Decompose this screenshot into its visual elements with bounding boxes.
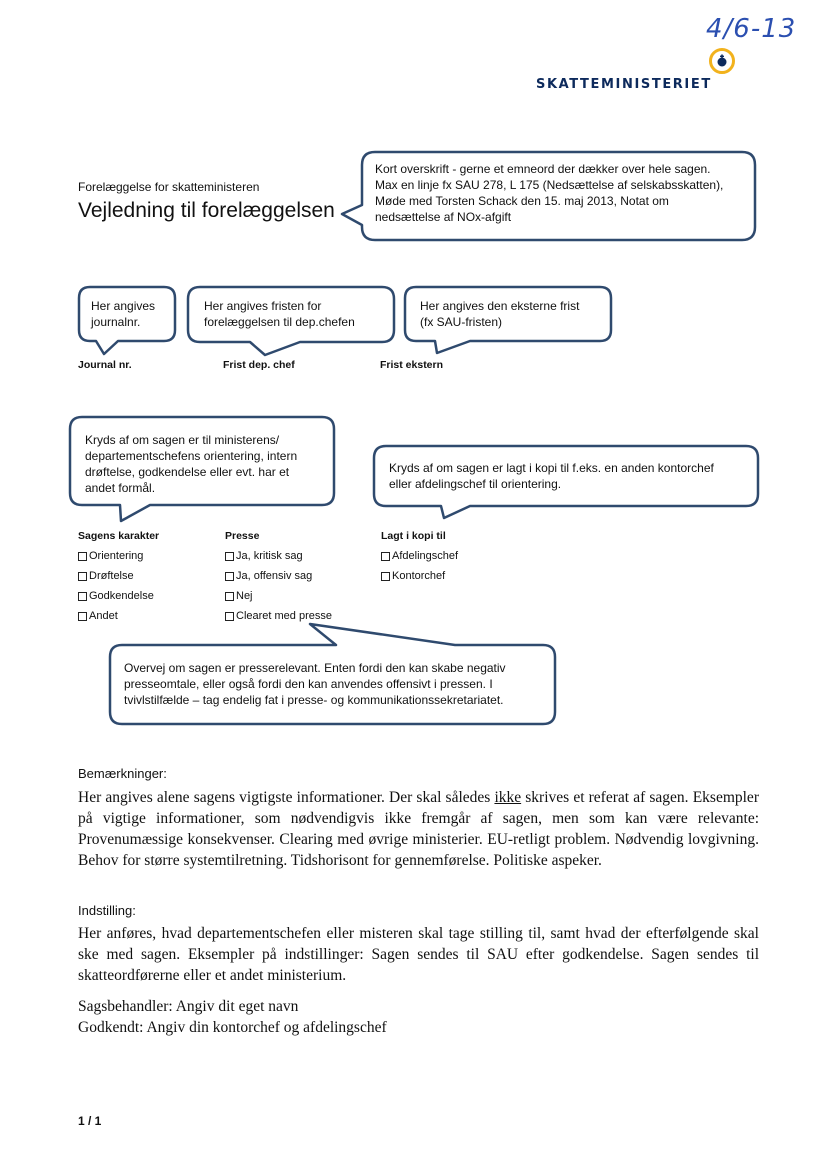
checkbox-label: Kontorchef (392, 570, 446, 582)
checkbox-press-offensive[interactable] (225, 566, 332, 586)
checkbox-label: Godkendelse (89, 590, 154, 602)
remarks-text-part: Her angives alene sagens vigtigste informationer. Der skal således (78, 789, 495, 806)
callout-line: journalnr. (91, 315, 141, 329)
character-hint-callout (85, 432, 297, 496)
checkbox-label: Orientering (89, 550, 144, 562)
remarks-heading: Bemærkninger: (78, 766, 167, 781)
callout-line: Kryds af om sagen er lagt i kopi til f.eks. en anden kontorchef (389, 461, 714, 475)
checkbox-droeftelse[interactable] (78, 566, 159, 586)
press-heading: Presse (225, 530, 260, 542)
document-title: Vejledning til forelæggelsen (78, 199, 335, 222)
checkbox-icon[interactable] (225, 592, 234, 601)
journal-hint-callout (91, 298, 155, 330)
checkbox-icon[interactable] (381, 572, 390, 581)
remarks-emphasis: ikke (494, 789, 522, 806)
callout-line: tvivlstilfælde – tag endelig fat i presse- og kommunikationssekretariatet. (124, 693, 504, 707)
checkbox-press-cleared[interactable] (225, 606, 332, 626)
checkbox-icon[interactable] (225, 572, 234, 581)
remarks-text-part: skrives et referat af sagen. Eksempler på vigtige informationer, som nødvendigvis ikke fremgår af sagen, men som kan være relevante: Provenumæssige konsekvenser. Clearing med øvrige ministerier. EU-retligt problem. Nødvendig lovgivning. Behov for større systemtilretning. Tidshorisont for gennemførelse. Politiske aspeker. (78, 789, 759, 869)
checkbox-label: Clearet med presse (236, 610, 332, 622)
checkbox-godkendelse[interactable] (78, 586, 159, 606)
checkbox-icon[interactable] (225, 552, 234, 561)
page-number: 1 / 1 (78, 1114, 102, 1128)
copy-checklist (381, 530, 458, 586)
checkbox-icon[interactable] (381, 552, 390, 561)
checkbox-icon[interactable] (78, 612, 87, 621)
ministry-name: SKATTEMINISTERIET (536, 77, 712, 92)
checkbox-label: Drøftelse (89, 570, 134, 582)
recommendation-heading: Indstilling: (78, 903, 136, 918)
crown-icon (709, 48, 735, 74)
case-handler[interactable]: Sagsbehandler: Angiv dit eget navn (78, 998, 299, 1015)
character-heading: Sagens karakter (78, 530, 160, 542)
checkbox-afdelingschef[interactable] (381, 546, 458, 566)
callout-line: Her angives (91, 299, 156, 313)
checkbox-label: Afdelingschef (392, 550, 459, 562)
checkbox-label: Andet (89, 610, 118, 622)
checkbox-icon[interactable] (78, 572, 87, 581)
checkbox-icon[interactable] (225, 612, 234, 621)
handwritten-date: 4/6-13 (706, 14, 797, 44)
journal-number-field[interactable]: Journal nr. (78, 359, 132, 371)
deadline-dep-hint-callout (204, 298, 355, 330)
checkbox-icon[interactable] (78, 552, 87, 561)
approved-by[interactable]: Godkendt: Angiv din kontorchef og afdelingschef (78, 1019, 387, 1036)
character-checklist (78, 530, 159, 626)
callout-line: Her angives fristen for (204, 299, 322, 313)
title-hint-callout (375, 161, 750, 225)
callout-line: nedsættelse af NOx-afgift (375, 210, 512, 224)
document-subtitle: Forelæggelse for skatteministeren (78, 180, 260, 194)
callout-line: eller afdelingschef til orientering. (389, 477, 562, 491)
callout-line: andet formål. (85, 481, 156, 495)
callout-line: Kort overskrift - gerne et emneord der dækker over hele sagen. (375, 162, 711, 176)
deadline-dep-chief-field[interactable]: Frist dep. chef (223, 359, 295, 371)
callout-line: Møde med Torsten Schack den 15. maj 2013, Notat om (375, 194, 669, 208)
callout-line: forelæggelsen til dep.chefen (204, 315, 355, 329)
callout-line: Her angives den eksterne frist (420, 299, 580, 313)
callout-line: drøftelse, godkendelse eller evt. har et (85, 465, 290, 479)
callout-line: departementschefens orientering, intern (85, 449, 298, 463)
checkbox-kontorchef[interactable] (381, 566, 458, 586)
copy-heading: Lagt i kopi til (381, 530, 446, 542)
press-hint-callout (124, 660, 506, 708)
callout-line: Max en linje fx SAU 278, L 175 (Nedsættelse af selskabsskatten), (375, 178, 724, 192)
callout-line: Overvej om sagen er presserelevant. Enten fordi den kan skabe negativ (124, 661, 506, 675)
checkbox-icon[interactable] (78, 592, 87, 601)
remarks-text[interactable] (78, 787, 759, 871)
checkbox-label: Ja, offensiv sag (236, 570, 313, 582)
copy-hint-callout (389, 460, 714, 492)
callout-line: presseomtale, eller også fordi den kan anvendes offensivt i pressen. I (124, 677, 493, 691)
callout-line: Kryds af om sagen er til ministerens/ (85, 433, 280, 447)
deadline-ext-hint-callout (420, 298, 579, 330)
press-checklist (225, 530, 332, 626)
callout-line: (fx SAU-fristen) (420, 315, 503, 329)
checkbox-press-critical[interactable] (225, 546, 332, 566)
checkbox-label: Nej (236, 590, 253, 602)
crown-glyph (715, 54, 729, 68)
recommendation-text[interactable]: Her anføres, hvad departementschefen eller misteren skal tage stilling til, samt hvad der efterfølgende skal ske med sagen. Eksempler på indstillinger: Sagen sendes til SAU efter godkendelse. Sagen sendes til skatteordførerne eller et andet ministerium. (78, 925, 759, 984)
checkbox-label: Ja, kritisk sag (236, 550, 303, 562)
checkbox-orientering[interactable] (78, 546, 159, 566)
deadline-external-field[interactable]: Frist ekstern (380, 359, 444, 371)
checkbox-andet[interactable] (78, 606, 159, 626)
checkbox-press-no[interactable] (225, 586, 332, 606)
